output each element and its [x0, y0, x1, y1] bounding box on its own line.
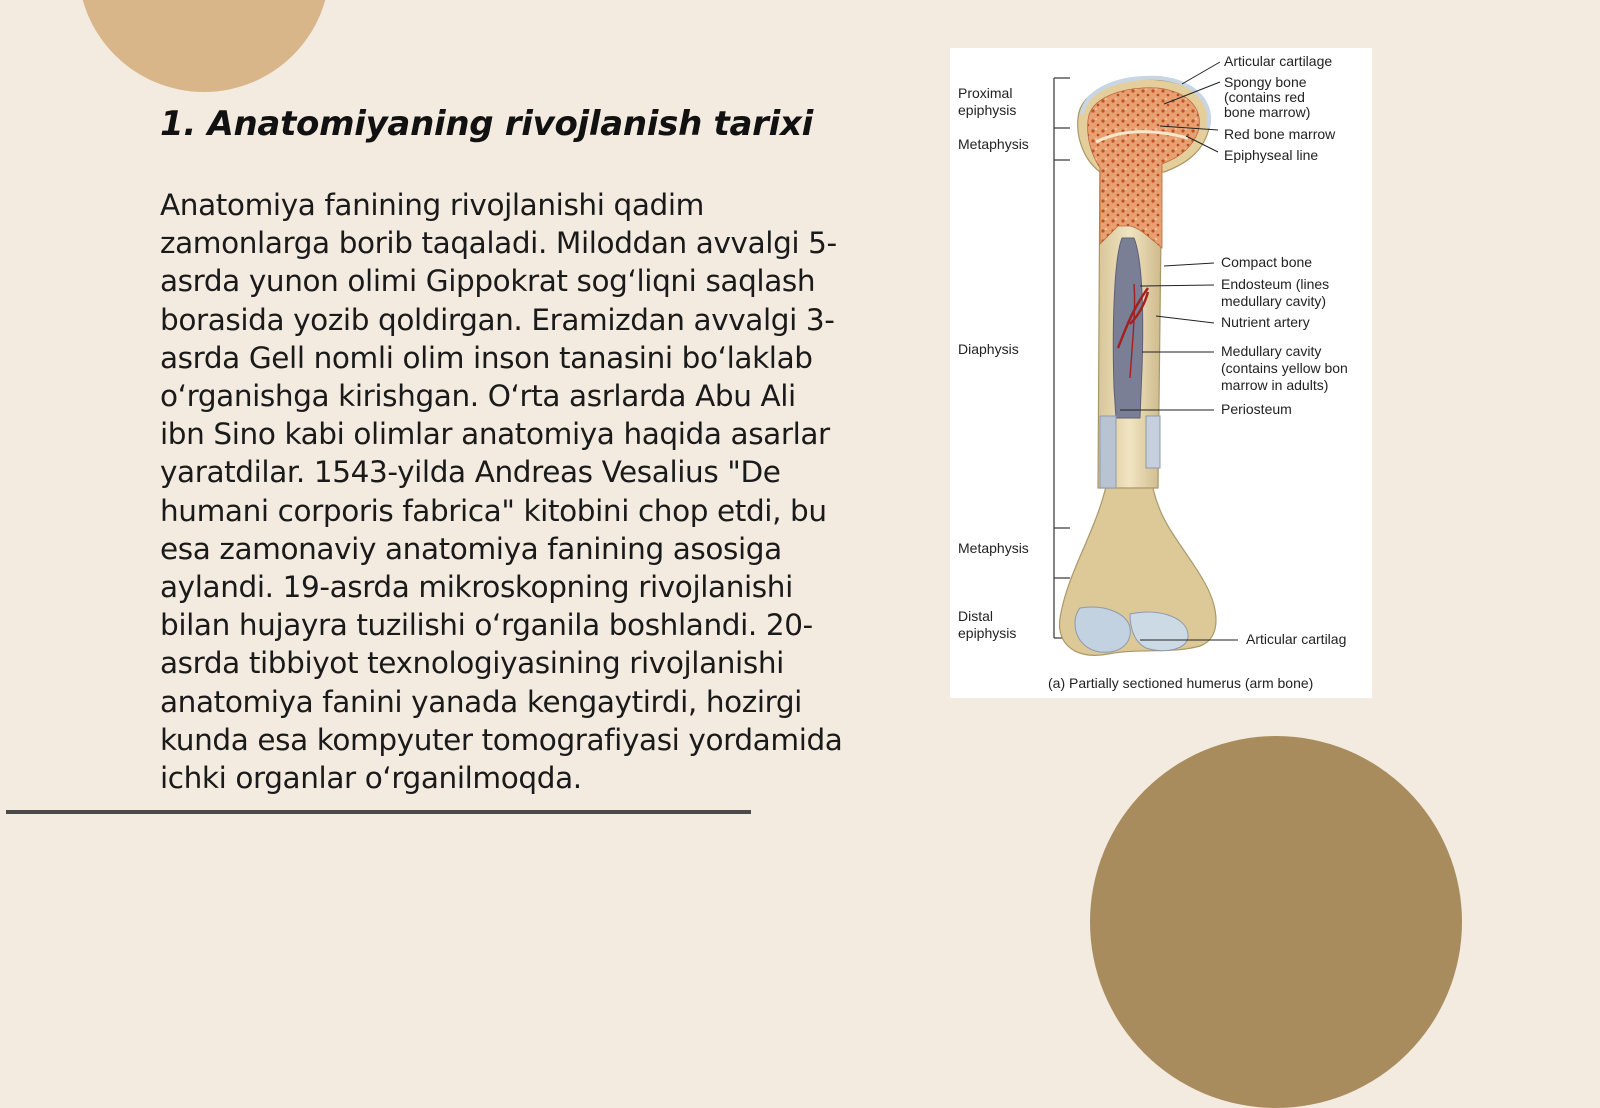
label-distal-epiphysis-2: epiphysis: [958, 625, 1017, 641]
decor-circle-top: [78, 0, 330, 92]
label-metaphysis-bottom: Metaphysis: [958, 540, 1029, 556]
label-medullary-cavity-1: Medullary cavity: [1221, 343, 1322, 359]
label-nutrient-artery: Nutrient artery: [1221, 314, 1310, 330]
label-endosteum-2: medullary cavity): [1221, 293, 1327, 309]
divider-line: [6, 810, 751, 814]
label-articular-cartilage-bottom: Articular cartilag: [1246, 631, 1347, 647]
label-proximal-epiphysis-1: Proximal: [958, 85, 1013, 101]
humerus-illustration: [950, 48, 1372, 698]
label-diaphysis: Diaphysis: [958, 341, 1019, 357]
bone-body: [1060, 78, 1216, 656]
region-brackets: [1054, 78, 1070, 638]
label-spongy-bone-3: bone marrow): [1224, 104, 1311, 120]
label-spongy-bone-1: Spongy bone: [1224, 74, 1307, 90]
label-proximal-epiphysis-2: epiphysis: [958, 102, 1017, 118]
label-spongy-bone-2: (contains red: [1224, 89, 1305, 105]
slide-title: 1. Anatomiyaning rivojlanish tarixi: [160, 104, 813, 144]
label-articular-cartilage-top: Articular cartilage: [1224, 53, 1333, 69]
label-epiphyseal-line: Epiphyseal line: [1224, 147, 1319, 163]
label-medullary-cavity-2: (contains yellow bon: [1221, 360, 1348, 376]
figure-caption: (a) Partially sectioned humerus (arm bone): [1048, 675, 1314, 691]
decor-circle-bottom: [1090, 736, 1462, 1108]
label-endosteum-1: Endosteum (lines: [1221, 276, 1330, 292]
label-compact-bone: Compact bone: [1221, 254, 1313, 270]
slide-body-text: Anatomiya fanining rivojlanishi qadim zamonlarga borib taqaladi. Miloddan avvalgi 5-asrda yunon olimi Gippokrat sog‘liqni saqlash borasida yozib qoldirgan. Eramizdan avvalgi 3-asrda Gell nomli olim inson tanasini bo‘laklab o‘rganishga kirishgan. O‘rta asrlarda Abu Ali ibn Sino kabi olimlar anatomiya haqida asarlar yaratdilar. 1543-yilda Andreas Vesalius "De humani corporis fabrica" kitobini chop etdi, bu esa zamonaviy anatomiya fanining asosiga aylandi. 19-asrda mikroskopning rivojlanishi bilan hujayra tuzilishi o‘rganila boshlandi. 20-asrda tibbiyot texnologiyasining rivojlanishi anatomiya fanini yanada kengaytirdi, hozirgi kunda esa kompyuter tomografiyasi yordamida ichki organlar o‘rganilmoqda.: [160, 188, 843, 796]
label-medullary-cavity-3: marrow in adults): [1221, 377, 1329, 393]
label-red-bone-marrow: Red bone marrow: [1224, 126, 1336, 142]
label-periosteum: Periosteum: [1221, 401, 1292, 417]
humerus-diagram: [950, 48, 1372, 698]
label-distal-epiphysis-1: Distal: [958, 608, 994, 624]
label-metaphysis-top: Metaphysis: [958, 136, 1029, 152]
